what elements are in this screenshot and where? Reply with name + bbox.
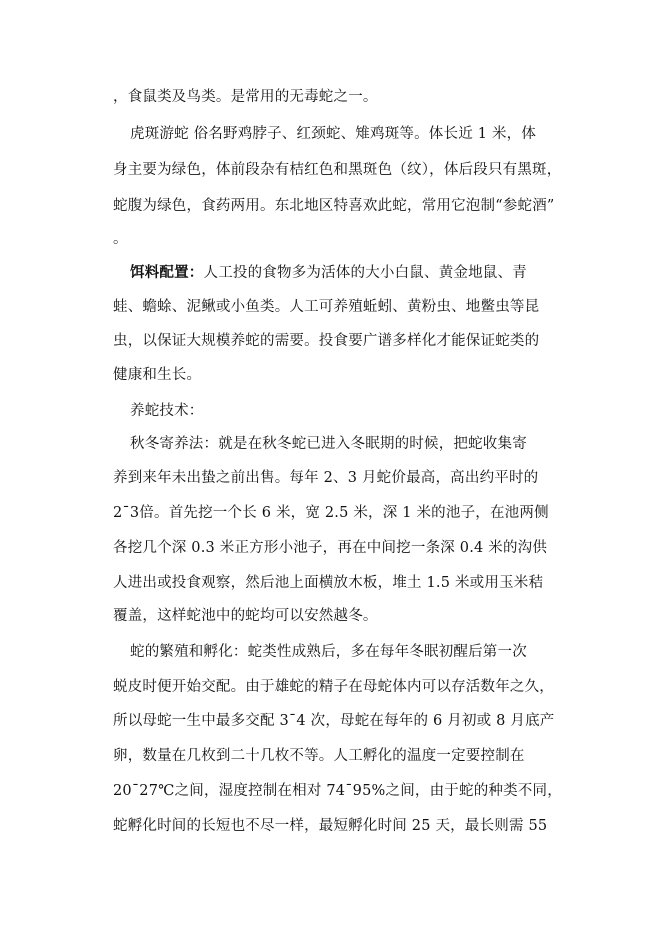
- text-line: 蜕皮时便开始交配。由于雄蛇的精子在母蛇体内可以存活数年之久，: [113, 679, 554, 695]
- text-line: 各挖几个深 0.3 米正方形小池子，再在中间挖一条深 0.4 米的沟供: [113, 540, 548, 556]
- text-line: 秋冬寄养法：就是在秋冬蛇已进入冬眠期的时候，把蛇收集寄: [130, 436, 527, 452]
- text-line: 。: [113, 231, 128, 247]
- feed-text: 人工投的食物多为活体的大小白鼠、黄金地鼠、青: [203, 265, 527, 281]
- text-line: 覆盖，这样蛇池中的蛇均可以安然越冬。: [113, 608, 378, 624]
- text-line: 健康和生长。: [113, 367, 202, 383]
- text-line: 身主要为绿色，体前段杂有桔红色和黑斑色（纹），体后段只有黑斑，: [113, 162, 562, 178]
- text-line: 所以母蛇一生中最多交配 3ˉ4 次，母蛇在每年的 6 月初或 8 月底产: [113, 713, 555, 729]
- feed-heading: 饵料配置：: [130, 264, 204, 281]
- text-line: 蛇的繁殖和孵化：蛇类性成熟后，多在每年冬眠初醒后第一次: [130, 644, 527, 660]
- text-line: 蛇腹为绿色，食药两用。东北地区特喜欢此蛇，常用它泡制“参蛇酒”: [113, 198, 555, 214]
- text-line: 虎斑游蛇 俗名野鸡脖子、红颈蛇、雉鸡斑等。体长近 1 米，体: [130, 126, 537, 142]
- text-line: 养到来年未出蛰之前出售。每年 2、3 月蛇价最高，高出约平时的: [113, 470, 539, 486]
- text-line: 卵，数量在几枚到二十几枚不等。人工孵化的温度一定要控制在: [113, 748, 525, 764]
- text-line: 蛙、蟾蜍、泥鳅或小鱼类。人工可养殖蚯蚓、黄粉虫、地鳖虫等昆: [113, 299, 540, 315]
- text-line: 蛇孵化时间的长短也不尽一样，最短孵化时间 25 天，最长则需 55: [113, 818, 548, 834]
- text-line: 人进出或投食观察，然后池上面横放木板，堆土 1.5 米或用玉米秸: [113, 575, 544, 591]
- section-heading: 养蛇技术：: [130, 403, 204, 419]
- text-line: 20ˉ27℃之间，湿度控制在相对 74ˉ95%之间，由于蛇的种类不同，: [113, 783, 562, 799]
- text-line: 2ˉ3倍。首先挖一个长 6 米，宽 2.5 米，深 1 米的池子，在池两侧: [113, 505, 549, 521]
- text-line: ，食鼠类及鸟类。是常用的无毒蛇之一。: [113, 89, 378, 105]
- text-line: 虫，以保证大规模养蛇的需要。投食要广谱多样化才能保证蛇类的: [113, 333, 540, 349]
- text-line-feed: [130, 263, 662, 283]
